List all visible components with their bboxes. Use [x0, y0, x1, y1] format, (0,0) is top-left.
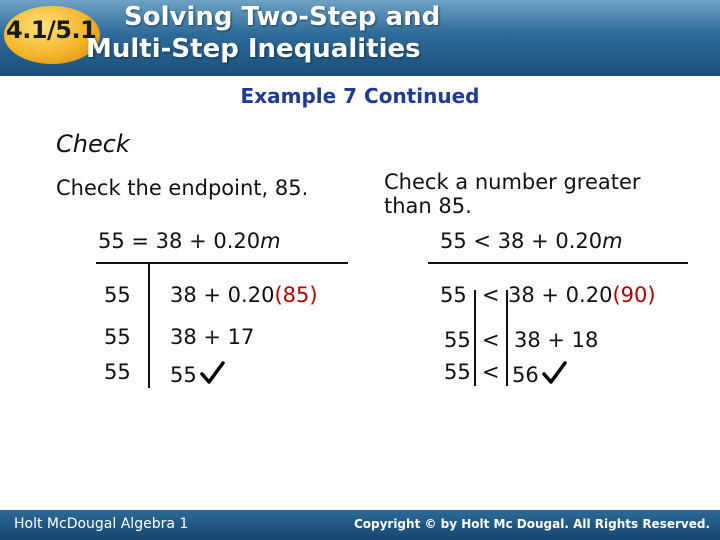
checkmark-icon: [199, 360, 225, 391]
footer-book-title: Holt McDougal Algebra 1: [14, 516, 189, 532]
left-row1-lhs: 55: [104, 283, 131, 307]
left-row2-rhs: 38 + 17: [170, 325, 255, 349]
right-table-divider-2: [506, 290, 508, 386]
right-row2-op: <: [482, 328, 500, 352]
footer-copyright: Copyright © by Holt Mc Dougal. All Rights Reserved.: [353, 517, 710, 531]
left-row3-rhs-wrap: [170, 360, 225, 391]
right-row3-lhs: 55: [444, 360, 471, 384]
right-row1-rhs-prefix: 38 + 0.20: [508, 283, 613, 307]
right-row2-lhs: 55: [444, 328, 471, 352]
variable-m: m: [602, 229, 623, 253]
right-row3-rhs: 56: [512, 363, 539, 387]
left-table-divider: [148, 262, 150, 388]
right-prompt-line1: Check a number greater: [384, 170, 641, 194]
lesson-number: 4.1/5.1: [6, 16, 97, 44]
left-row1-rhs: [170, 283, 318, 307]
example-subtitle: Example 7 Continued: [240, 84, 480, 108]
variable-m: m: [260, 229, 281, 253]
checkmark-icon: [541, 360, 567, 391]
right-row1-substitution: (90): [612, 283, 656, 307]
right-row2-rhs: 38 + 18: [514, 328, 599, 352]
left-row3-lhs: 55: [104, 360, 131, 384]
left-prompt: Check the endpoint, 85.: [56, 176, 309, 200]
right-table-divider-1: [474, 290, 476, 386]
check-heading: Check: [56, 130, 130, 158]
right-row1-lhs: 55: [440, 283, 467, 307]
left-row3-rhs: 55: [170, 363, 197, 387]
title-line-1: Solving Two-Step and: [124, 2, 441, 32]
left-equation-text: 55 = 38 + 0.20m: [98, 229, 281, 253]
right-row1-op: <: [482, 283, 500, 307]
right-table-rule: [428, 262, 688, 264]
left-equation: [98, 229, 281, 253]
right-prompt-line2: than 85.: [384, 194, 472, 218]
left-row1-substitution: (85): [274, 283, 318, 307]
right-row3-op: <: [482, 360, 500, 384]
left-table-rule: [96, 262, 348, 264]
right-inequality: 55 < 38 + 0.20m: [440, 229, 623, 253]
left-row2-lhs: 55: [104, 325, 131, 349]
right-row3-rhs-wrap: [512, 360, 567, 391]
title-line-2: Multi-Step Inequalities: [86, 34, 421, 64]
right-row1-rhs: [508, 283, 656, 307]
left-row1-rhs-prefix: 38 + 0.20: [170, 283, 275, 307]
